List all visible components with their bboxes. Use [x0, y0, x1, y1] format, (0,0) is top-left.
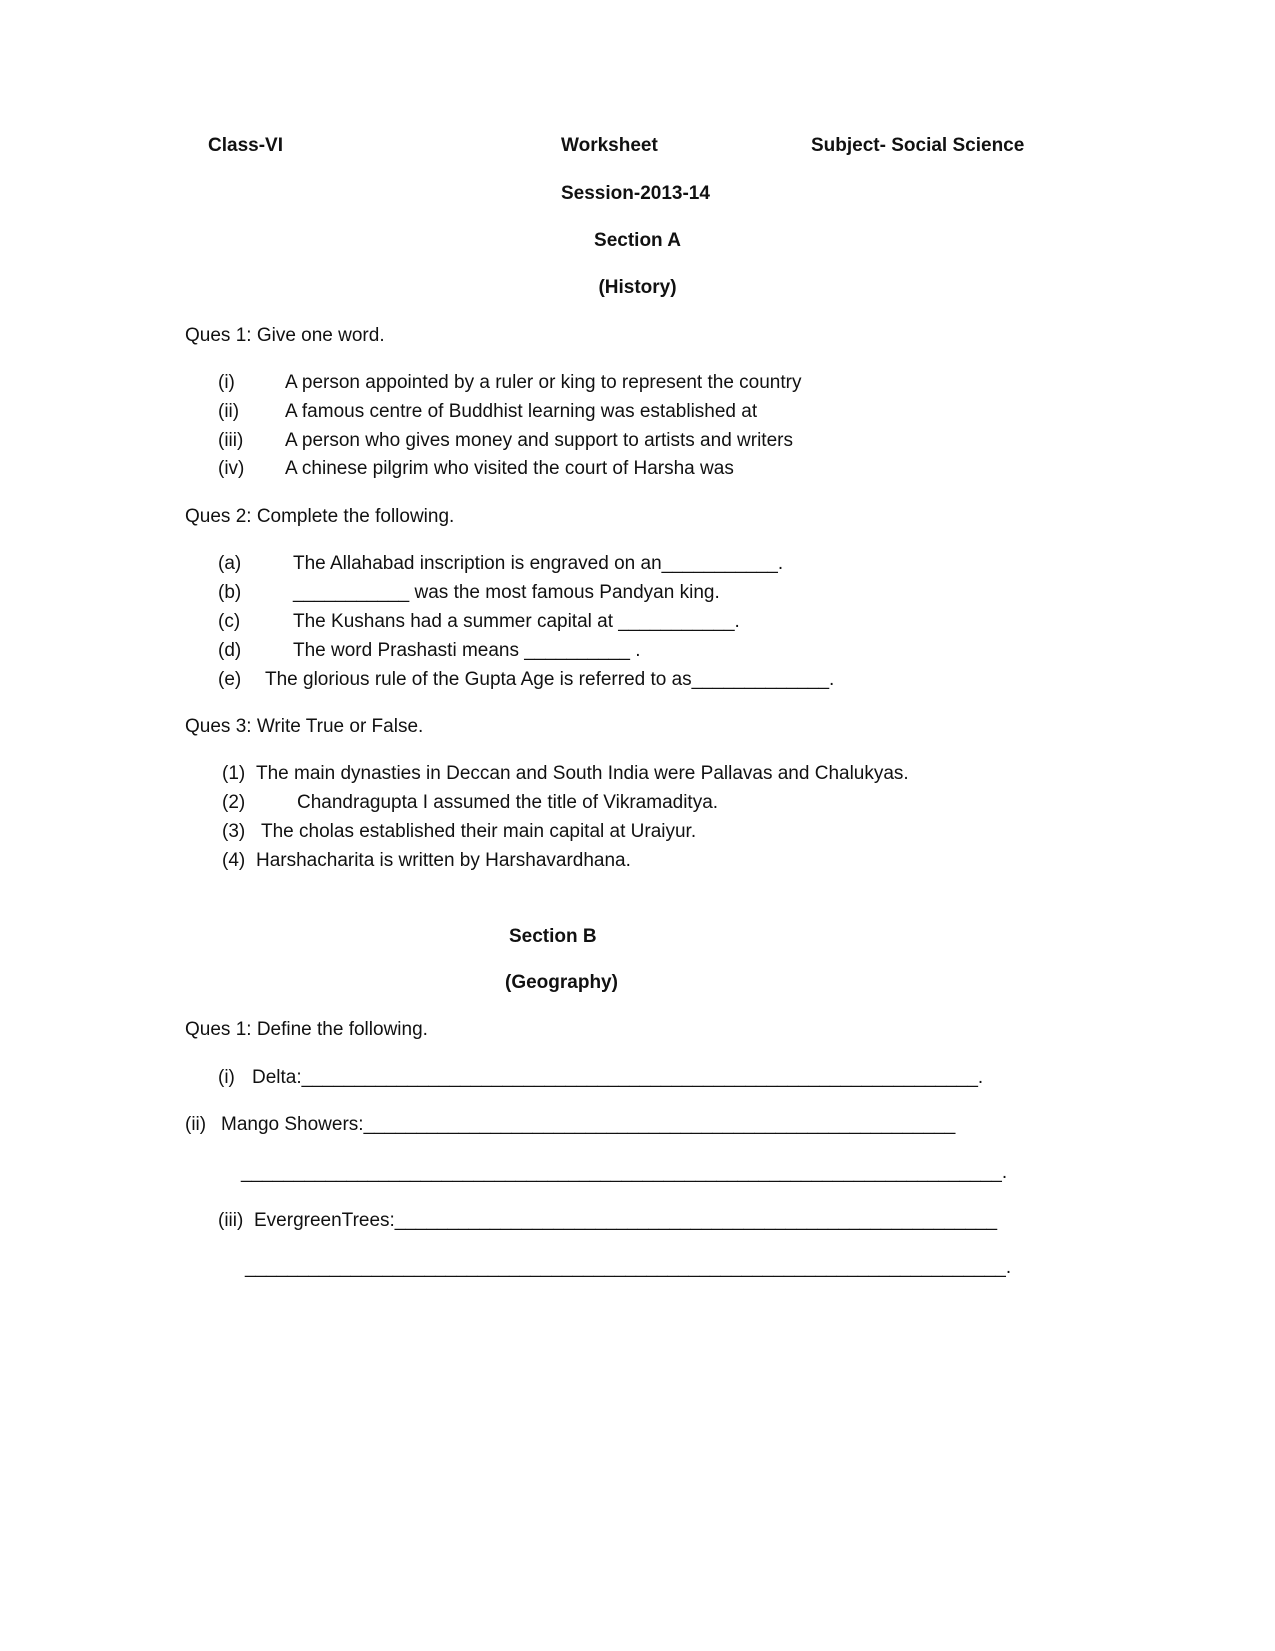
class-label: Class-VI	[208, 135, 283, 156]
q3-item-text: Harshacharita is written by Harshavardhana.	[256, 850, 631, 871]
q3-item-text: The main dynasties in Deccan and South India were Pallavas and Chalukyas.	[256, 763, 909, 784]
section-b-subtitle: (Geography)	[505, 972, 618, 993]
q2-item-label: (d)	[218, 640, 242, 661]
q3-item-text: The cholas established their main capital at Uraiyur.	[261, 821, 697, 842]
q2-item-label: (a)	[218, 553, 242, 574]
geo-item-text: EvergreenTrees:_________________________________________________________	[254, 1210, 998, 1231]
q1-item-label: (ii)	[218, 401, 240, 422]
section-b-title: Section B	[509, 926, 597, 947]
q1-item-text: A person who gives money and support to artists and writers	[285, 430, 793, 451]
q1-title: Ques 1: Give one word.	[185, 325, 385, 346]
q3-title: Ques 3: Write True or False.	[185, 716, 424, 737]
q3-item-text: Chandragupta I assumed the title of Vikramaditya.	[297, 792, 719, 813]
geo-item-label: (i)	[218, 1067, 235, 1088]
geo-item-text: Mango Showers:________________________________________________________	[221, 1114, 956, 1135]
q2-item-text: The Allahabad inscription is engraved on an___________.	[293, 553, 784, 574]
q3-item-label: (3)	[222, 821, 246, 842]
geo-item-text: Delta:________________________________________________________________.	[252, 1067, 984, 1088]
q3-item-label: (2)	[222, 792, 246, 813]
geo-item-label: (ii)	[185, 1114, 207, 1135]
section-a-subtitle: (History)	[598, 277, 677, 298]
q1-item-label: (i)	[218, 372, 235, 393]
q2-item-text: The Kushans had a summer capital at ___________.	[293, 611, 740, 632]
q2-item-label: (e)	[218, 669, 242, 690]
q1-item-label: (iv)	[218, 458, 245, 479]
q2-item-text: The glorious rule of the Gupta Age is referred to as_____________.	[265, 669, 835, 690]
q1-item-text: A famous centre of Buddhist learning was established at	[285, 401, 758, 422]
geo-item-label: (iii)	[218, 1210, 244, 1231]
q3-item-label: (4)	[222, 850, 246, 871]
worksheet-label: Worksheet	[561, 135, 658, 156]
q2-item-label: (c)	[218, 611, 241, 632]
q1-item-text: A person appointed by a ruler or king to represent the country	[285, 372, 802, 393]
q2-item-text: The word Prashasti means __________ .	[293, 640, 641, 661]
q2-title: Ques 2: Complete the following.	[185, 506, 455, 527]
geo-item-continuation: ________________________________________________________________________.	[241, 1162, 1008, 1183]
geo-q1-title: Ques 1: Define the following.	[185, 1019, 428, 1040]
session-label: Session-2013-14	[561, 183, 710, 204]
subject-label: Subject- Social Science	[811, 135, 1025, 156]
q2-item-label: (b)	[218, 582, 242, 603]
q3-item-label: (1)	[222, 763, 246, 784]
section-a-title: Section A	[594, 230, 681, 251]
q1-item-text: A chinese pilgrim who visited the court of Harsha was	[285, 458, 734, 479]
q2-item-text: ___________ was the most famous Pandyan king.	[293, 582, 720, 603]
geo-item-continuation: ________________________________________________________________________.	[245, 1257, 1012, 1278]
q1-item-label: (iii)	[218, 430, 244, 451]
